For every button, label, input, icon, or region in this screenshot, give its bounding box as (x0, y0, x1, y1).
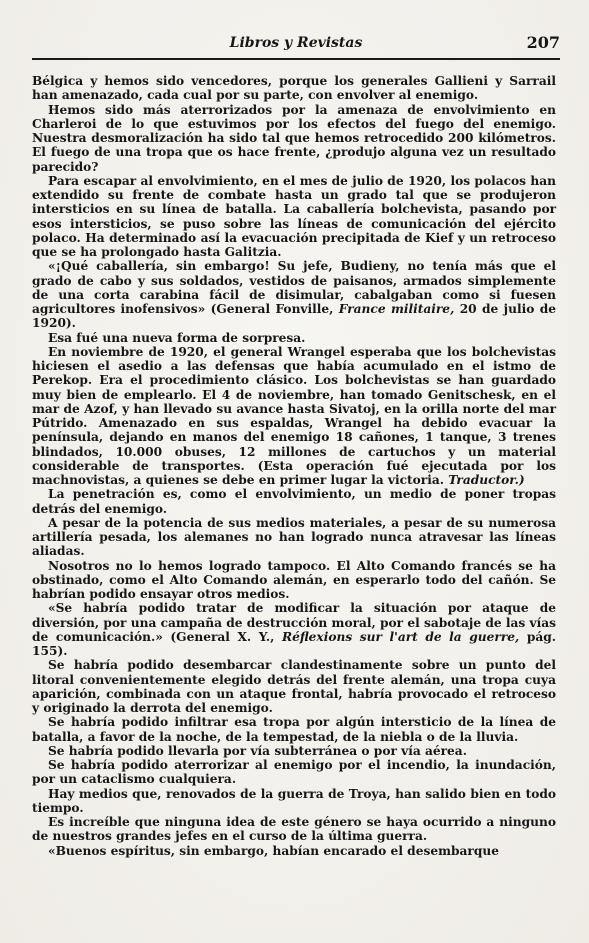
citation-page: pág. 155). (32, 629, 556, 658)
citation-title: Réflexions sur l'art de la guerre, (281, 629, 520, 644)
page-number: 207 (526, 33, 560, 52)
paragraph (32, 345, 556, 488)
paragraph: La penetración es, como el envolvimiento, un medio de poner tropas detrás del enemigo. (32, 487, 556, 516)
citation-title: France militaire, (338, 302, 455, 316)
paragraph: «Buenos espíritus, sin embargo, habían encarado el desembarque (48, 843, 499, 858)
paragraph: Nosotros no lo hemos logrado tampoco. El Alto Comando francés se ha obstinado, como el Alto Comando alemán, en esperarlo todo del cañón. Se habrían podido ensayar otros medios. (32, 558, 556, 601)
paragraph (32, 259, 556, 330)
paragraph-text: En noviembre de 1920, el general Wrangel esperaba que los bolchevistas hiciesen el asedio a las defensas que había acumulado en el istmo de Perekop. Era el procedimiento clásico. Los bolchevistas se han guardado muy bien de emplearlo. El 4 de noviembre, han tomado Genitschesk, en el mar de Azof, y han llevado su avance hasta Sivatoj, en la orilla norte del mar Pútrido. Amenazado en sus espaldas, Wrangel ha debido evacuar la península, dejando en manos del enemigo 18 cañones, 1 tanque, 3 trenes blindados, 10.000 obuses, 12 millones de cartuchos y un material considerable de transportes. (Esta operación fué ejecutada por los machnovistas, a quienes se debe en primer lugar la victoria. (32, 344, 556, 487)
page-body (32, 74, 556, 858)
paragraph: Se habría podido desembarcar clandestinamente sobre un punto del litoral convenientemente elegido detrás del frente alemán, una tropa cuya aparición, combinada con un ataque frontal, habría provocado el retroceso y originado la derrota del enemigo. (32, 658, 556, 715)
quote-text: «Se habría podido tratar de modificar la situación por ataque de diversión, por una campaña de destrucción moral, por el sabotaje de las vías de comunicación.» (General X. Y., (32, 601, 556, 644)
paragraph: Se habría podido infiltrar esa tropa por algún intersticio de la línea de batalla, a favor de la noche, de la tempestad, de la niebla o de la lluvia. (32, 715, 556, 744)
paragraph: Esa fué una nueva forma de sorpresa. (48, 330, 306, 345)
paragraph: Bélgica y hemos sido vencedores, porque los generales Gallieni y Sarrail han amenazado, cada cual por su parte, con envolver al enemigo. (32, 74, 556, 103)
paragraph: Es increíble que ninguna idea de este género se haya ocurrido a ninguno de nuestros grandes jefes en el curso de la última guerra. (32, 815, 556, 844)
paragraph: Hay medios que, renovados de la guerra de Troya, han salido bien en todo tiempo. (32, 786, 556, 815)
paragraph: Para escapar al envolvimiento, en el mes de julio de 1920, los polacos han extendido su frente de combate hasta un grado tal que se produjeron intersticios en su línea de batalla. La caballería bolchevista, pasando por esos intersticios, se puso sobre las líneas de comunicación del ejército polaco. Ha determinado así la evacuación precipitada de Kief y un retroceso que se ha prolongado hasta Galitzia. (32, 173, 556, 259)
citation-date: 20 de julio de 1920). (32, 302, 556, 331)
running-title: Libros y Revistas (229, 35, 363, 51)
paragraph (32, 601, 556, 658)
paragraph: Hemos sido más aterrorizados por la amenaza de envolvimiento en Charleroi de lo que estuvimos por los efectos del fuego del enemigo. Nuestra desmoralización ha sido tal que hemos retrocedido 200 kilómetros. El fuego de una tropa que os hace frente, ¿produjo alguna vez un resultado parecido? (32, 102, 556, 174)
running-header (32, 30, 560, 60)
paragraph: A pesar de la potencia de sus medios materiales, a pesar de su numerosa artillería pesada, los alemanes no han logrado nunca atravesar las líneas aliadas. (32, 515, 556, 559)
translator-note: Traductor.) (448, 473, 525, 487)
paragraph: Se habría podido llevarla por vía subterránea o por vía aérea. (48, 743, 467, 758)
quote-text: «¡Qué caballería, sin embargo! Su jefe, Budieny, no tenía más que el grado de cabo y sus soldados, vestidos de paisanos, armados simplemente de una corta carabina fácil de disimular, cabalgaban como si fuesen agricultores inofensivos» (General Fonville, (32, 259, 556, 316)
paragraph: Se habría podido aterrorizar al enemigo por el incendio, la inundación, por un cataclismo cualquiera. (32, 758, 556, 787)
